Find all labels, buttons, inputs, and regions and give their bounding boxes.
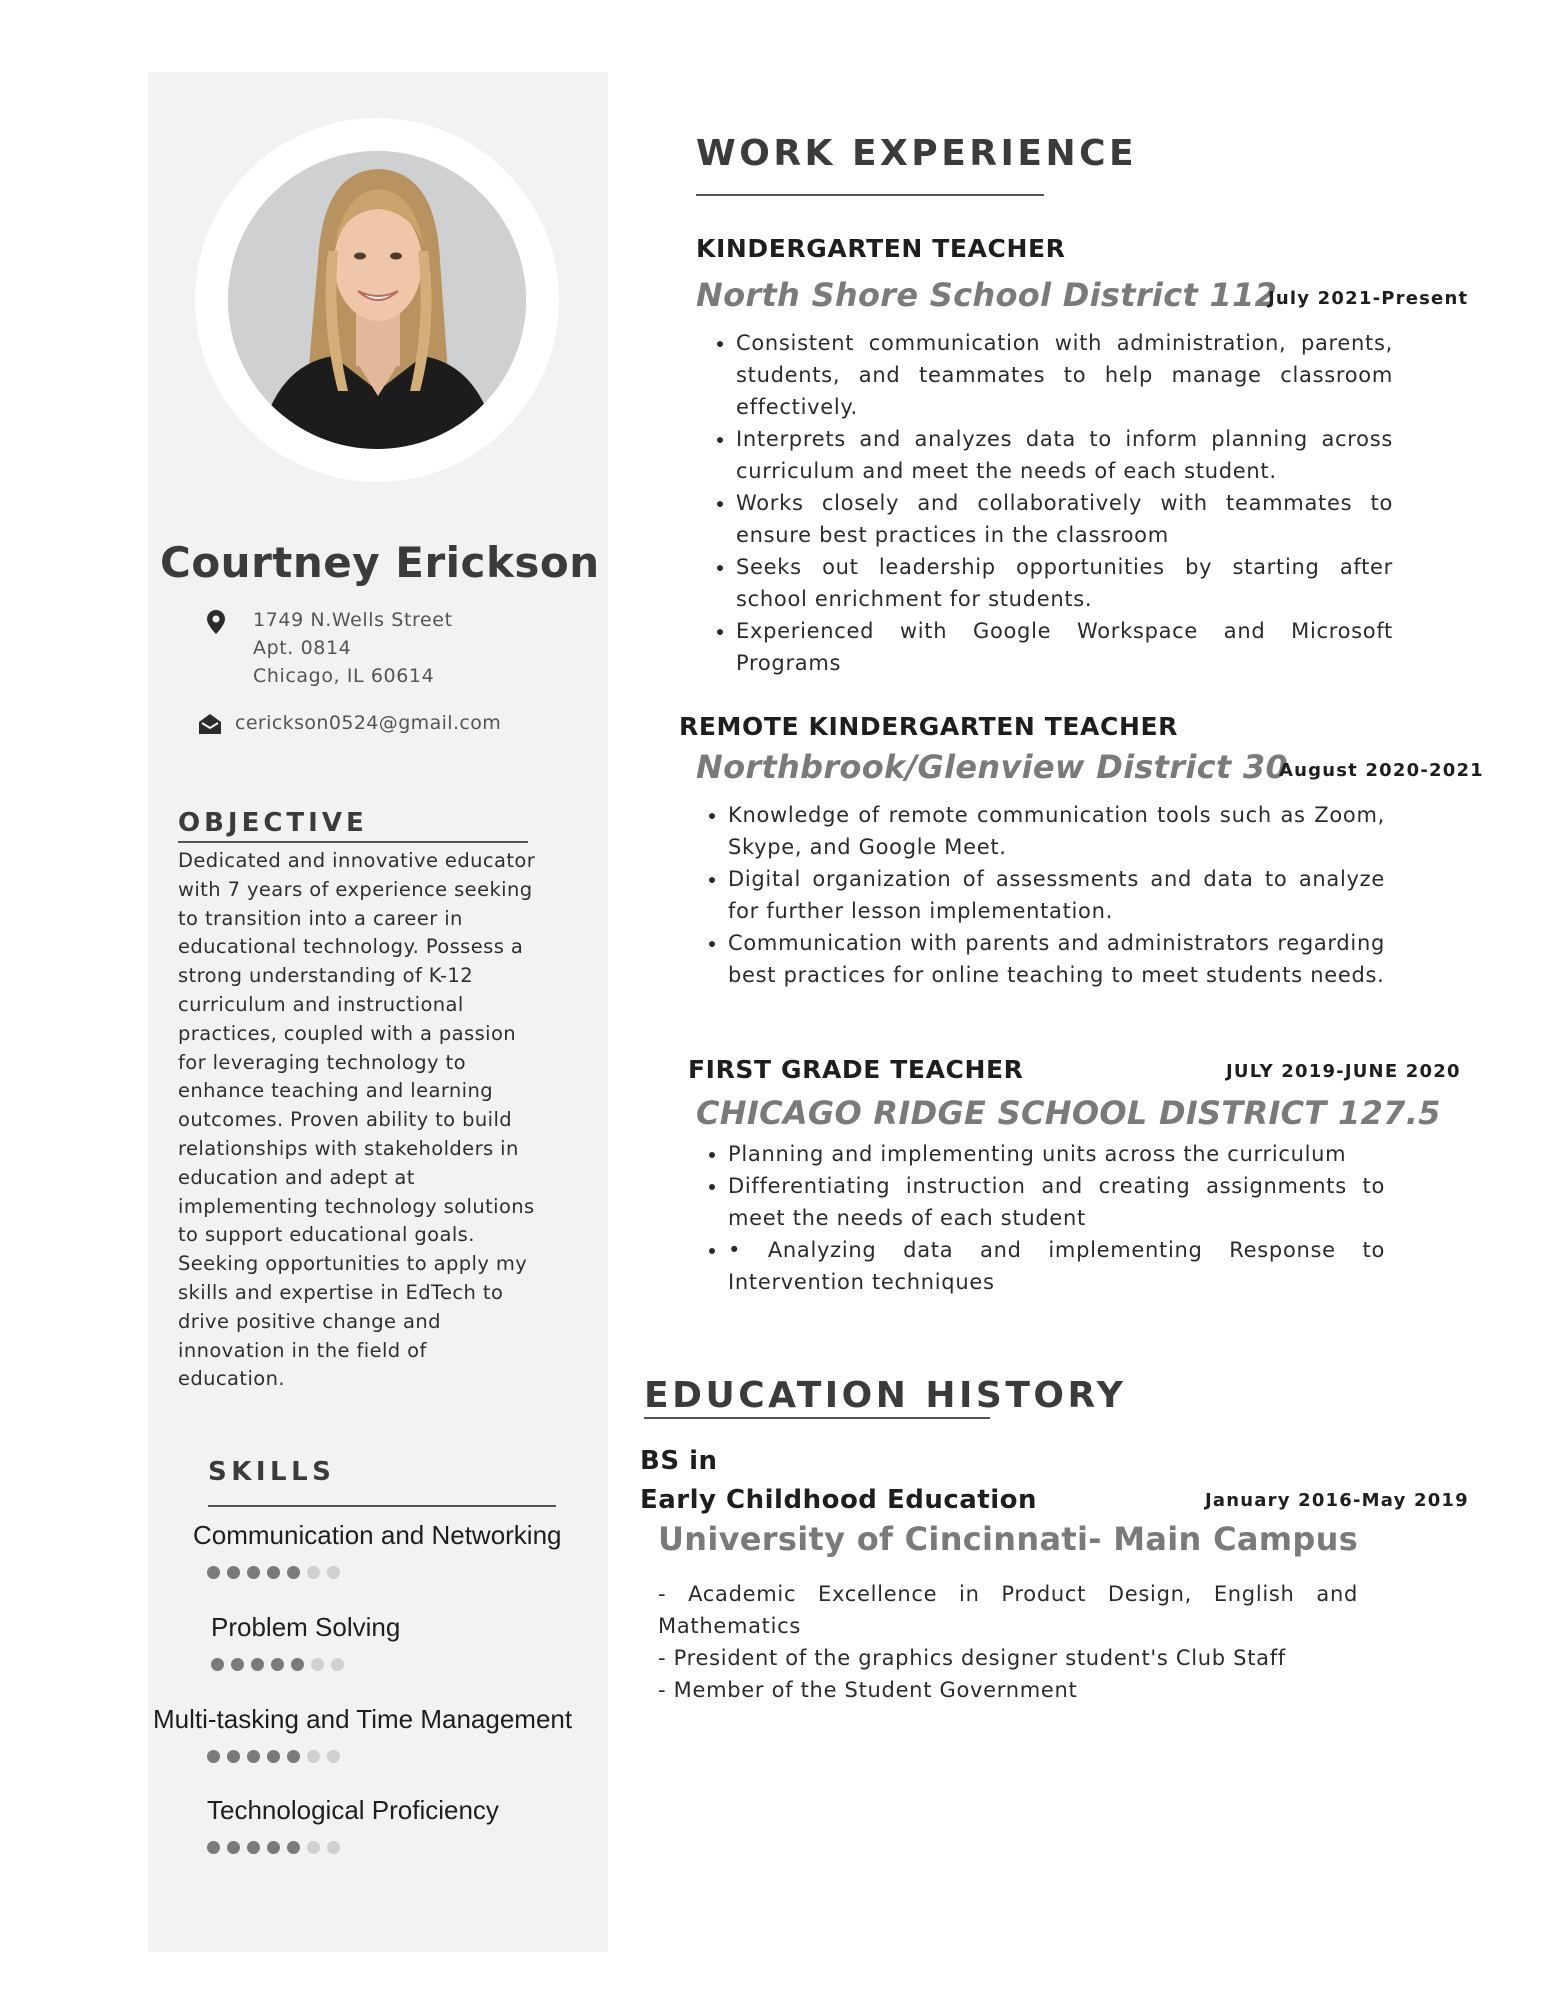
list-item: • Consistent communication with administration, parents, students, and teammates to help manage classroom effectively. (736, 327, 1393, 423)
rating-dot-empty (327, 1750, 340, 1763)
rating-dot-filled (267, 1566, 280, 1579)
rating-dot-filled (267, 1750, 280, 1763)
address-line-2: Apt. 0814 (253, 637, 352, 659)
rating-dot-filled (207, 1750, 220, 1763)
skill-rating (207, 1566, 340, 1579)
rating-dot-filled (251, 1658, 264, 1671)
rating-dot-empty (307, 1566, 320, 1579)
job-title: KINDERGARTEN TEACHER (696, 234, 1066, 263)
rating-dot-filled (211, 1658, 224, 1671)
rating-dot-filled (247, 1750, 260, 1763)
rating-dot-filled (247, 1566, 260, 1579)
degree-line-1: BS in (640, 1446, 718, 1476)
degree-line-2: Early Childhood Education (640, 1485, 1038, 1515)
skills-divider (208, 1505, 556, 1507)
rating-dot-empty (327, 1566, 340, 1579)
rating-dot-filled (271, 1658, 284, 1671)
skill-name: Communication and Networking (193, 1520, 562, 1550)
list-item: • Digital organization of assessments and data to analyze for further lesson implementation. (728, 863, 1385, 927)
employer-name: CHICAGO RIDGE SCHOOL DISTRICT 127.5 (696, 1094, 1441, 1132)
list-item: • Interprets and analyzes data to inform planning across curriculum and meet the needs of each student. (736, 423, 1393, 487)
rating-dot-filled (267, 1841, 280, 1854)
rating-dot-empty (327, 1841, 340, 1854)
job-dates: JULY 2019-JUNE 2020 (1226, 1061, 1461, 1082)
employer-name: North Shore School District 112 (696, 276, 1278, 314)
education-dates: January 2016-May 2019 (1205, 1490, 1469, 1511)
email-link[interactable]: cerickson0524@gmail.com (235, 712, 502, 734)
skill-rating (211, 1658, 344, 1671)
skill-name: Problem Solving (211, 1612, 401, 1642)
job-dates: July 2021-Present (1268, 288, 1469, 309)
list-item: • Communication with parents and administrators regarding best practices for online teaching to meet students needs. (728, 927, 1385, 991)
education-detail: - President of the graphics designer student's Club Staff (658, 1646, 1286, 1670)
job-dates: August 2020-2021 (1279, 760, 1484, 781)
rating-dot-filled (291, 1658, 304, 1671)
portrait-image (228, 151, 526, 449)
list-item: • Knowledge of remote communication tools such as Zoom, Skype, and Google Meet. (728, 799, 1385, 863)
address-line-3: Chicago, IL 60614 (253, 665, 435, 687)
list-item: • Works closely and collaboratively with teammates to ensure best practices in the classroom (736, 487, 1393, 551)
education-divider (644, 1417, 990, 1419)
education-heading: EDUCATION HISTORY (644, 1375, 1127, 1416)
list-item: • Planning and implementing units across the curriculum (728, 1138, 1385, 1170)
list-item: • • Analyzing data and implementing Response to Intervention techniques (728, 1234, 1385, 1298)
job-bullets (706, 327, 1393, 679)
rating-dot-filled (227, 1566, 240, 1579)
rating-dot-filled (287, 1566, 300, 1579)
rating-dot-empty (331, 1658, 344, 1671)
employer-name: Northbrook/Glenview District 30 (696, 748, 1289, 786)
skill-name: Multi-tasking and Time Management (153, 1704, 573, 1734)
education-detail: - Academic Excellence in Product Design, English and Mathematics (658, 1582, 1358, 1638)
job-bullets (698, 1138, 1385, 1298)
list-item: • Seeks out leadership opportunities by starting after school enrichment for students. (736, 551, 1393, 615)
university-name: University of Cincinnati- Main Campus (658, 1520, 1359, 1558)
work-experience-heading: WORK EXPERIENCE (696, 133, 1138, 174)
rating-dot-filled (287, 1841, 300, 1854)
rating-dot-filled (207, 1841, 220, 1854)
rating-dot-filled (231, 1658, 244, 1671)
rating-dot-empty (311, 1658, 324, 1671)
list-item: • Experienced with Google Workspace and Microsoft Programs (736, 615, 1393, 679)
envelope-icon (199, 714, 221, 739)
rating-dot-empty (307, 1841, 320, 1854)
job-title: REMOTE KINDERGARTEN TEACHER (679, 712, 1179, 741)
job-title: FIRST GRADE TEACHER (688, 1055, 1024, 1084)
location-pin-icon (207, 610, 225, 639)
job-bullets (698, 799, 1385, 991)
skill-name: Technological Proficiency (207, 1795, 499, 1825)
rating-dot-empty (307, 1750, 320, 1763)
address-line-1: 1749 N.Wells Street (253, 609, 453, 631)
skill-rating (207, 1750, 340, 1763)
rating-dot-filled (287, 1750, 300, 1763)
rating-dot-filled (227, 1841, 240, 1854)
skill-rating (207, 1841, 340, 1854)
objective-heading: OBJECTIVE (178, 808, 368, 838)
work-experience-divider (696, 194, 1044, 196)
profile-photo (228, 151, 526, 449)
rating-dot-filled (207, 1566, 220, 1579)
objective-divider (178, 841, 528, 843)
rating-dot-filled (227, 1750, 240, 1763)
skills-heading: SKILLS (208, 1457, 336, 1487)
rating-dot-filled (247, 1841, 260, 1854)
candidate-name: Courtney Erickson (160, 538, 600, 587)
education-detail: - Member of the Student Government (658, 1678, 1078, 1702)
list-item: • Differentiating instruction and creating assignments to meet the needs of each student (728, 1170, 1385, 1234)
objective-text: Dedicated and innovative educator with 7 years of experience seeking to transition into a career in educational technology. Possess a strong understanding of K-12 curriculum and instructional practices, coupled with a passion for leveraging technology to enhance teaching and learning outcomes. Proven ability to build relationships with stakeholders in education and adept at implementing technology solutions to support educational goals. Seeking opportunities to apply my skills and expertise in EdTech to drive positive change and innovation in the field of education. (178, 849, 536, 1391)
